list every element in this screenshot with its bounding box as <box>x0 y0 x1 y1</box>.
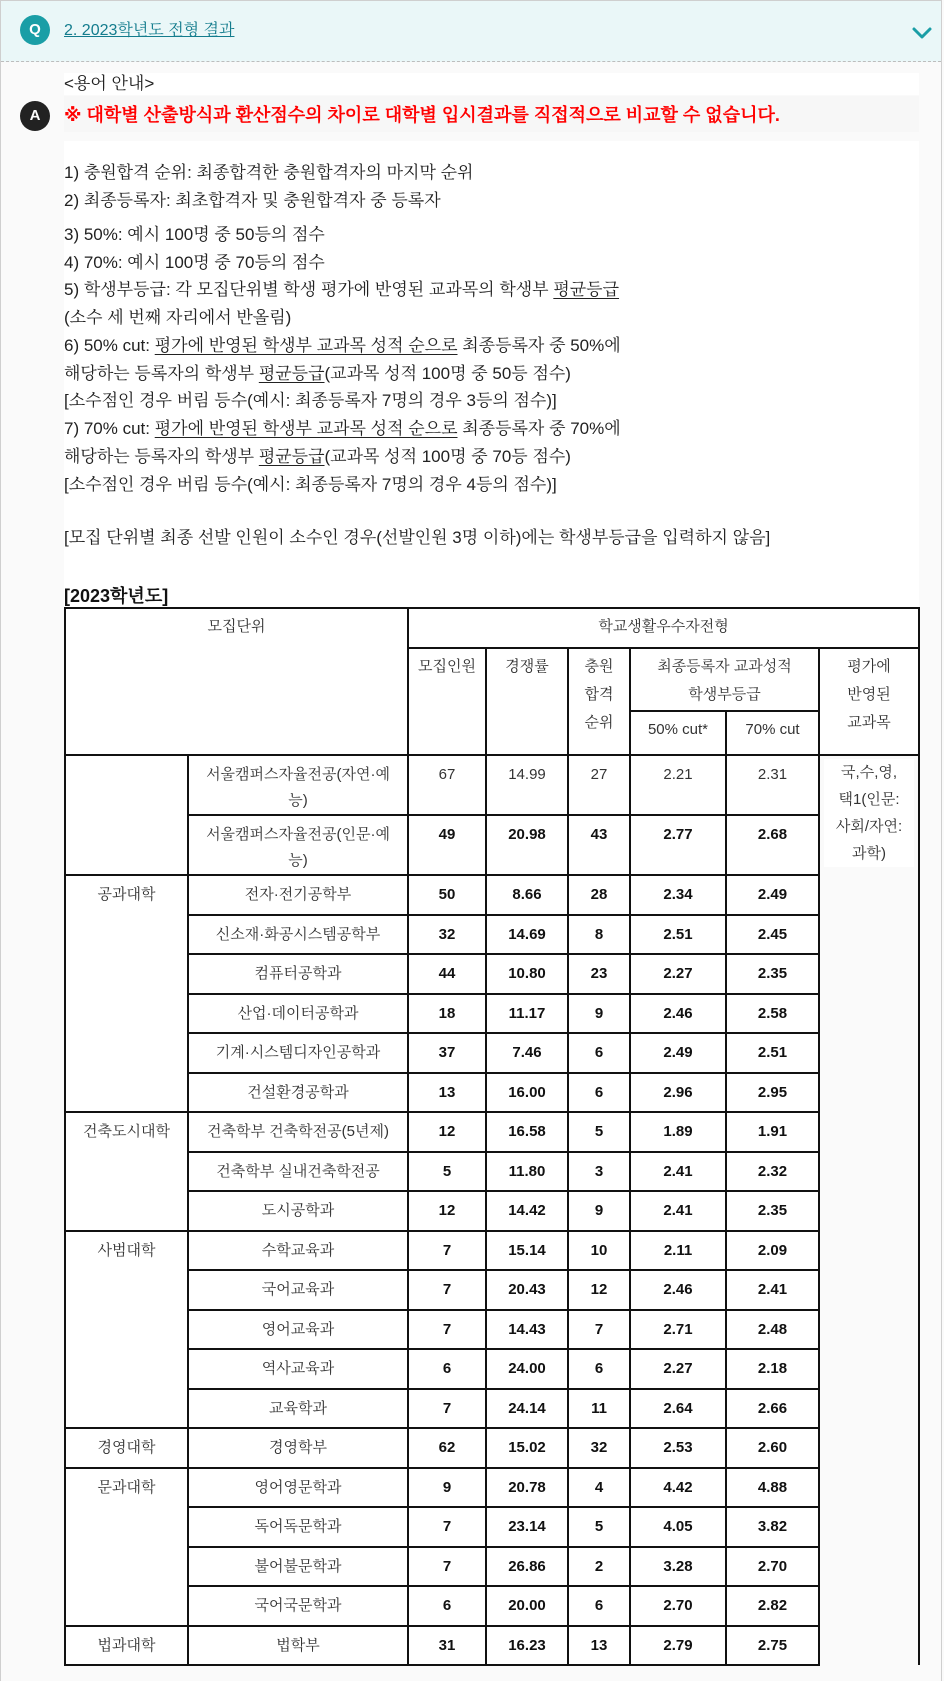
cut70-cell: 2.75 <box>726 1626 819 1666</box>
rate-cell: 14.43 <box>486 1310 568 1350</box>
refill-rank-cell: 12 <box>568 1270 630 1310</box>
table-row <box>65 915 919 955</box>
cut70-cell: 2.70 <box>726 1547 819 1587</box>
selection-note: [모집 단위별 최종 선발 인원이 소수인 경우(선발인원 3명 이하)에는 학생부등급을 입력하지 않음] <box>64 528 771 547</box>
cut70-cell: 2.58 <box>726 994 819 1034</box>
quota-cell: 50 <box>408 875 486 915</box>
refill-rank-cell: 5 <box>568 1507 630 1547</box>
rate-cell: 11.17 <box>486 994 568 1034</box>
cut70-cell: 4.88 <box>726 1468 819 1508</box>
cut50-cell: 4.42 <box>630 1468 726 1508</box>
cut70-cell: 2.49 <box>726 875 819 915</box>
quota-cell: 9 <box>408 1468 486 1508</box>
definition-text: (교과목 성적 100명 중 70등 점수) <box>324 447 571 466</box>
question-badge-icon: Q <box>20 15 50 45</box>
cut70-cell: 2.35 <box>726 1191 819 1231</box>
dept-cell: 경영학부 <box>188 1428 408 1468</box>
definition-text: 해당하는 등록자의 학생부 <box>64 364 259 383</box>
header-line: 반영된 <box>847 686 891 703</box>
cut50-cell: 2.27 <box>630 1349 726 1389</box>
cut70-cell: 3.82 <box>726 1507 819 1547</box>
cut50-cell: 2.53 <box>630 1428 726 1468</box>
table-row <box>65 1033 919 1073</box>
refill-rank-cell: 11 <box>568 1389 630 1429</box>
dept-cell: 법학부 <box>188 1626 408 1666</box>
reflected-subjects-cell <box>819 755 919 1665</box>
quota-cell: 49 <box>408 815 486 875</box>
quota-cell: 6 <box>408 1349 486 1389</box>
refill-rank-cell: 28 <box>568 875 630 915</box>
rate-cell: 20.98 <box>486 815 568 875</box>
definition-line <box>64 276 919 304</box>
header-line: 순위 <box>584 714 614 731</box>
definition-line: 3) 50%: 예시 100명 중 50등의 점수 <box>64 225 325 244</box>
definition-line: 1) 충원합격 순위: 최종합격한 충원합격자의 마지막 순위 <box>64 163 474 182</box>
table-row <box>65 954 919 994</box>
dept-cell: 도시공학과 <box>188 1191 408 1231</box>
quota-cell: 7 <box>408 1310 486 1350</box>
cut70-cell: 2.32 <box>726 1152 819 1192</box>
cut70-cell: 2.51 <box>726 1033 819 1073</box>
rate-cell: 7.46 <box>486 1033 568 1073</box>
table-row <box>65 1389 919 1429</box>
cut50-cell: 2.46 <box>630 994 726 1034</box>
quota-cell: 67 <box>408 755 486 815</box>
rate-cell: 14.69 <box>486 915 568 955</box>
refill-rank-cell: 23 <box>568 954 630 994</box>
cut50-cell: 2.21 <box>630 755 726 815</box>
rate-cell: 26.86 <box>486 1547 568 1587</box>
cut70-cell: 2.45 <box>726 915 819 955</box>
subjects-line: 과학) <box>824 840 914 867</box>
college-cell: 문과대학 <box>65 1468 188 1626</box>
cut50-cell: 2.49 <box>630 1033 726 1073</box>
definition-underlined-term: 평균등급 <box>553 280 620 299</box>
header-quota: 모집인원 <box>408 648 486 755</box>
refill-rank-cell: 6 <box>568 1033 630 1073</box>
definition-underlined-term: 평균등급 <box>258 364 325 383</box>
refill-rank-cell: 2 <box>568 1547 630 1587</box>
cut50-cell: 2.46 <box>630 1270 726 1310</box>
refill-rank-cell: 6 <box>568 1586 630 1626</box>
definition-text: 5) 학생부등급: 각 모집단위별 학생 평가에 반영된 교과목의 학생부 <box>64 280 554 299</box>
refill-rank-cell: 13 <box>568 1626 630 1666</box>
question-title-link[interactable]: 2. 2023학년도 전형 결과 <box>64 22 235 39</box>
refill-rank-cell: 4 <box>568 1468 630 1508</box>
warning-notice: ※ 대학별 산출방식과 환산점수의 차이로 대학별 입시결과를 직접적으로 비교할 수 없습니다. <box>64 96 919 132</box>
header-unit: 모집단위 <box>65 608 408 755</box>
rate-cell: 15.14 <box>486 1231 568 1271</box>
table-row <box>65 1507 919 1547</box>
cut50-cell: 2.70 <box>630 1586 726 1626</box>
college-cell <box>65 755 188 875</box>
rate-cell: 14.99 <box>486 755 568 815</box>
quota-cell: 5 <box>408 1152 486 1192</box>
header-admission-type: 학교생활우수자전형 <box>408 608 919 648</box>
refill-rank-cell: 6 <box>568 1349 630 1389</box>
table-row <box>65 1468 919 1508</box>
cut50-cell: 2.51 <box>630 915 726 955</box>
header-line: 평가에 <box>847 658 891 675</box>
table-row <box>65 875 919 915</box>
cut50-cell: 2.41 <box>630 1152 726 1192</box>
table-row <box>65 1428 919 1468</box>
refill-rank-cell: 8 <box>568 915 630 955</box>
subjects-line: 택1(인문: <box>824 786 914 813</box>
cut70-cell: 2.66 <box>726 1389 819 1429</box>
dept-cell: 건설환경공학과 <box>188 1073 408 1113</box>
cut70-cell: 2.68 <box>726 815 819 875</box>
college-cell: 공과대학 <box>65 875 188 1112</box>
table-row <box>65 1349 919 1389</box>
dept-cell: 수학교육과 <box>188 1231 408 1271</box>
admission-results-table <box>64 607 920 1666</box>
rate-cell: 8.66 <box>486 875 568 915</box>
cut50-cell: 3.28 <box>630 1547 726 1587</box>
table-title: [2023학년도] <box>64 586 169 606</box>
cut70-cell: 2.41 <box>726 1270 819 1310</box>
quota-cell: 32 <box>408 915 486 955</box>
rate-cell: 16.00 <box>486 1073 568 1113</box>
college-cell: 법과대학 <box>65 1626 188 1666</box>
cut70-cell: 2.35 <box>726 954 819 994</box>
quota-cell: 31 <box>408 1626 486 1666</box>
quota-cell: 7 <box>408 1507 486 1547</box>
answer-badge-icon: A <box>20 101 50 131</box>
cut50-cell: 4.05 <box>630 1507 726 1547</box>
rate-cell: 16.23 <box>486 1626 568 1666</box>
table-row <box>65 1270 919 1310</box>
cut70-cell: 1.91 <box>726 1112 819 1152</box>
definition-text: 해당하는 등록자의 학생부 <box>64 447 259 466</box>
quota-cell: 7 <box>408 1389 486 1429</box>
dept-cell: 산업·데이터공학과 <box>188 994 408 1034</box>
dept-cell: 독어독문학과 <box>188 1507 408 1547</box>
header-line: 교과목 <box>847 714 891 731</box>
dept-cell: 불어불문학과 <box>188 1547 408 1587</box>
dept-cell: 영어영문학과 <box>188 1468 408 1508</box>
table-row <box>65 1310 919 1350</box>
cut70-cell: 2.09 <box>726 1231 819 1271</box>
rate-cell: 10.80 <box>486 954 568 994</box>
cut70-cell: 2.31 <box>726 755 819 815</box>
refill-rank-cell: 9 <box>568 994 630 1034</box>
dept-cell: 건축학부 실내건축학전공 <box>188 1152 408 1192</box>
table-row <box>65 1231 919 1271</box>
quota-cell: 13 <box>408 1073 486 1113</box>
refill-rank-cell: 5 <box>568 1112 630 1152</box>
rate-cell: 15.02 <box>486 1428 568 1468</box>
refill-rank-cell: 43 <box>568 815 630 875</box>
header-competition-rate: 경쟁률 <box>486 648 568 755</box>
table-row <box>65 994 919 1034</box>
dept-cell: 컴퓨터공학과 <box>188 954 408 994</box>
definition-line <box>64 360 919 388</box>
table-row <box>65 1073 919 1113</box>
rate-cell: 20.43 <box>486 1270 568 1310</box>
table-row <box>65 1112 919 1152</box>
header-line: 합격 <box>584 686 614 703</box>
definition-line: 2) 최종등록자: 최초합격자 및 충원합격자 중 등록자 <box>64 191 441 210</box>
definition-underlined-term: 평균등급 <box>258 447 325 466</box>
cut50-cell: 2.71 <box>630 1310 726 1350</box>
cut50-cell: 2.11 <box>630 1231 726 1271</box>
dept-cell: 서울캠퍼스자율전공(인문·예능) <box>188 815 408 875</box>
definition-line <box>64 415 919 443</box>
cut50-cell: 2.77 <box>630 815 726 875</box>
table-row <box>65 1191 919 1231</box>
quota-cell: 6 <box>408 1586 486 1626</box>
quota-cell: 7 <box>408 1547 486 1587</box>
dept-cell: 전자·전기공학부 <box>188 875 408 915</box>
header-cut70: 70% cut <box>726 711 819 755</box>
table-row <box>65 1152 919 1192</box>
rate-cell: 14.42 <box>486 1191 568 1231</box>
definition-line: [소수점인 경우 버림 등수(예시: 최종등록자 7명의 경우 4등의 점수)] <box>64 475 557 494</box>
quota-cell: 12 <box>408 1112 486 1152</box>
header-line: 최종등록자 교과성적 <box>657 658 792 675</box>
rate-cell: 24.14 <box>486 1389 568 1429</box>
dept-cell: 영어교육과 <box>188 1310 408 1350</box>
header-reflected-subjects <box>819 648 919 755</box>
refill-rank-cell: 6 <box>568 1073 630 1113</box>
cut70-cell: 2.48 <box>726 1310 819 1350</box>
quota-cell: 12 <box>408 1191 486 1231</box>
header-grade-group <box>630 648 819 711</box>
dept-cell: 기계·시스템디자인공학과 <box>188 1033 408 1073</box>
table-row <box>65 1586 919 1626</box>
header-line: 충원 <box>584 658 614 675</box>
refill-rank-cell: 32 <box>568 1428 630 1468</box>
header-line: 학생부등급 <box>688 686 761 703</box>
dept-cell: 건축학부 건축학전공(5년제) <box>188 1112 408 1152</box>
quota-cell: 44 <box>408 954 486 994</box>
cut50-cell: 1.89 <box>630 1112 726 1152</box>
dept-cell: 역사교육과 <box>188 1349 408 1389</box>
definition-text: 7) 70% cut: <box>64 419 155 438</box>
quota-cell: 7 <box>408 1270 486 1310</box>
table-row <box>65 1547 919 1587</box>
cut50-cell: 2.27 <box>630 954 726 994</box>
dept-cell: 국어국문학과 <box>188 1586 408 1626</box>
quota-cell: 62 <box>408 1428 486 1468</box>
chevron-down-icon[interactable] <box>911 25 933 41</box>
dept-cell: 신소재·화공시스템공학부 <box>188 915 408 955</box>
cut50-cell: 2.96 <box>630 1073 726 1113</box>
definition-text: 6) 50% cut: <box>64 336 155 355</box>
table-row <box>65 755 919 815</box>
refill-rank-cell: 7 <box>568 1310 630 1350</box>
refill-rank-cell: 27 <box>568 755 630 815</box>
rate-cell: 11.80 <box>486 1152 568 1192</box>
subjects-line: 사회/자연: <box>824 813 914 840</box>
dept-cell: 서울캠퍼스자율전공(자연·예능) <box>188 755 408 815</box>
rate-cell: 20.00 <box>486 1586 568 1626</box>
cut50-cell: 2.34 <box>630 875 726 915</box>
cut50-cell: 2.64 <box>630 1389 726 1429</box>
definition-underlined-term: 평가에 반영된 학생부 교과목 성적 순으로 <box>154 419 458 438</box>
refill-rank-cell: 10 <box>568 1231 630 1271</box>
definition-text: 최종등록자 중 50%에 <box>457 336 621 355</box>
rate-cell: 24.00 <box>486 1349 568 1389</box>
cut50-cell: 2.41 <box>630 1191 726 1231</box>
quota-cell: 18 <box>408 994 486 1034</box>
quota-cell: 37 <box>408 1033 486 1073</box>
definition-line: (소수 세 번째 자리에서 반올림) <box>64 308 292 327</box>
cut70-cell: 2.82 <box>726 1586 819 1626</box>
cut50-cell: 2.79 <box>630 1626 726 1666</box>
definition-line: 4) 70%: 예시 100명 중 70등의 점수 <box>64 253 325 272</box>
rate-cell: 23.14 <box>486 1507 568 1547</box>
refill-rank-cell: 3 <box>568 1152 630 1192</box>
table-header-row <box>65 608 919 648</box>
definition-text: 최종등록자 중 70%에 <box>457 419 621 438</box>
definition-text: (교과목 성적 100명 중 50등 점수) <box>324 364 571 383</box>
quota-cell: 7 <box>408 1231 486 1271</box>
definition-line: [소수점인 경우 버림 등수(예시: 최종등록자 7명의 경우 3등의 점수)] <box>64 391 557 410</box>
header-cut50: 50% cut* <box>630 711 726 755</box>
cut70-cell: 2.95 <box>726 1073 819 1113</box>
cut70-cell: 2.60 <box>726 1428 819 1468</box>
refill-rank-cell: 9 <box>568 1191 630 1231</box>
table-row <box>65 815 919 875</box>
definition-underlined-term: 평가에 반영된 학생부 교과목 성적 순으로 <box>154 336 458 355</box>
rate-cell: 20.78 <box>486 1468 568 1508</box>
dept-cell: 국어교육과 <box>188 1270 408 1310</box>
header-refill-rank <box>568 648 630 755</box>
college-cell: 사범대학 <box>65 1231 188 1429</box>
college-cell: 경영대학 <box>65 1428 188 1468</box>
college-cell: 건축도시대학 <box>65 1112 188 1231</box>
terms-heading: <용어 안내> <box>64 73 919 95</box>
cut70-cell: 2.18 <box>726 1349 819 1389</box>
definition-line <box>64 332 919 360</box>
rate-cell: 16.58 <box>486 1112 568 1152</box>
definition-line <box>64 443 919 471</box>
table-row <box>65 1626 919 1666</box>
dept-cell: 교육학과 <box>188 1389 408 1429</box>
subjects-line: 국,수,영, <box>824 759 914 786</box>
faq-question-header[interactable] <box>1 1 941 62</box>
